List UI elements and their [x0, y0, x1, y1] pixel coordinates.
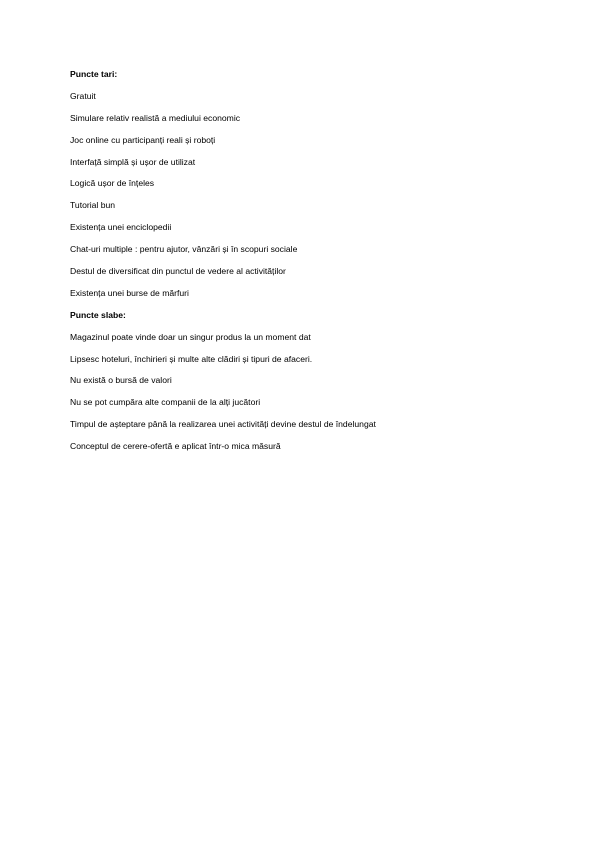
weakness-item: Nu există o bursă de valori [70, 375, 172, 386]
strength-item: Tutorial bun [70, 200, 116, 211]
document-content [70, 69, 550, 463]
weakness-item: Magazinul poate vinde doar un singur produs la un moment dat [70, 331, 311, 342]
strength-item: Existența unei enciclopedii [70, 222, 172, 233]
weakness-item: Nu se pot cumpăra alte companii de la alți jucători [70, 397, 261, 408]
strength-item: Existența unei burse de mărfuri [70, 287, 189, 298]
strength-item: Interfață simplă și ușor de utilizat [70, 156, 196, 167]
strength-item: Joc online cu participanți reali și roboți [70, 134, 216, 145]
weakness-item: Lipsesc hoteluri, închirieri și multe alte clădiri și tipuri de afaceri. [70, 353, 313, 364]
strengths-heading: Puncte tari: [70, 69, 118, 79]
strength-item: Logică ușor de înțeles [70, 178, 155, 189]
weakness-item: Timpul de așteptare până la realizarea unei activități devine destul de îndelungat [70, 419, 376, 430]
strength-item: Simulare relativ realistă a mediului economic [70, 112, 241, 123]
strength-item: Chat-uri multiple : pentru ajutor, vânzări și în scopuri sociale [70, 244, 298, 255]
strength-item: Gratuit [70, 90, 96, 101]
weaknesses-heading: Puncte slabe: [70, 309, 126, 320]
strength-item: Destul de diversificat din punctul de vedere al activităților [70, 266, 286, 277]
weakness-item: Conceptul de cerere-ofertă e aplicat într-o mica măsură [70, 441, 281, 452]
